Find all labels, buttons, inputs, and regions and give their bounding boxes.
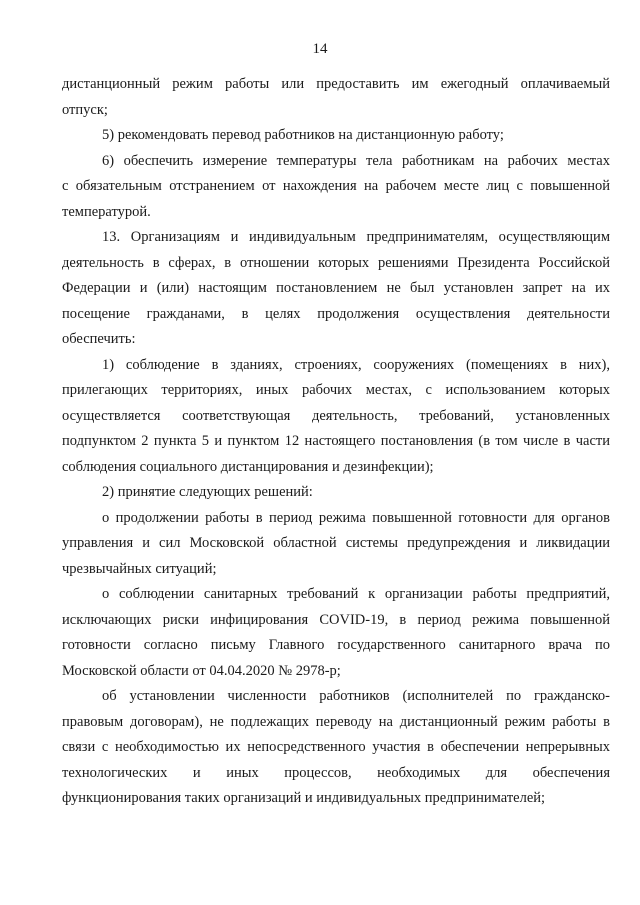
paragraph bbox=[62, 123, 610, 149]
paragraph bbox=[62, 480, 610, 506]
text-line: Московской области от 04.04.2020 № 2978-р; bbox=[62, 662, 341, 679]
paragraph bbox=[62, 684, 610, 812]
text-line: с обязательным отстранением от нахождения на рабочем месте лиц с повышенной bbox=[62, 178, 610, 194]
text-line: Федерации и (или) настоящим постановлением не был установлен запрет на их bbox=[62, 280, 610, 296]
text-line: прилегающих территориях, иных рабочих местах, с использованием которых bbox=[62, 382, 610, 398]
paragraph bbox=[62, 149, 610, 226]
text-line: осуществляется соответствующая деятельность, требований, установленных bbox=[62, 407, 610, 424]
text-line: готовности согласно письму Главного государственного санитарного врача по bbox=[62, 637, 610, 653]
paragraph bbox=[62, 72, 610, 123]
text-line: управления и сил Московской областной системы предупреждения и ликвидации bbox=[62, 535, 610, 551]
text-line: 2) принятие следующих решений: bbox=[102, 484, 313, 500]
text-line: технологических и иных процессов, необходимых для обеспечения bbox=[62, 764, 610, 781]
text-line: отпуск; bbox=[62, 101, 108, 118]
paragraph bbox=[62, 225, 610, 353]
text-line: подпунктом 2 пункта 5 и пунктом 12 настоящего постановления (в том числе в части bbox=[62, 433, 610, 449]
text-line: температурой. bbox=[62, 203, 151, 220]
text-line: 5) рекомендовать перевод работников на дистанционную работу; bbox=[102, 127, 504, 143]
text-line: правовым договорам), не подлежащих переводу на дистанционный режим работы в bbox=[62, 713, 610, 730]
text-line: о соблюдении санитарных требований к организации работы предприятий, bbox=[102, 586, 610, 602]
page-number: 14 bbox=[312, 41, 328, 57]
text-line: чрезвычайных ситуаций; bbox=[62, 560, 217, 577]
text-line: соблюдения социального дистанцирования и дезинфекции); bbox=[62, 458, 434, 475]
text-line: 13. Организациям и индивидуальным предпринимателям, осуществляющим bbox=[102, 229, 610, 245]
text-line: об установлении численности работников (исполнителей по гражданско- bbox=[102, 688, 610, 704]
paragraph bbox=[62, 353, 610, 481]
text-line: исключающих риски инфицирования COVID-19, в период режима повышенной bbox=[62, 611, 610, 628]
text-line: дистанционный режим работы или предоставить им ежегодный оплачиваемый bbox=[62, 76, 610, 92]
text-line: деятельность в сферах, в отношении которых решениями Президента Российской bbox=[62, 254, 610, 271]
paragraph bbox=[62, 506, 610, 583]
text-line: посещение гражданами, в целях продолжения осуществления деятельности bbox=[62, 305, 610, 322]
text-line: 6) обеспечить измерение температуры тела работникам на рабочих местах bbox=[102, 152, 610, 169]
text-line: функционирования таких организаций и индивидуальных предпринимателей; bbox=[62, 790, 546, 806]
document-body bbox=[62, 72, 610, 812]
text-line: 1) соблюдение в зданиях, строениях, сооружениях (помещениях в них), bbox=[102, 356, 610, 373]
text-line: связи с необходимостью их непосредственного участия в обеспечении непрерывных bbox=[62, 739, 610, 755]
text-line: о продолжении работы в период режима повышенной готовности для органов bbox=[102, 509, 610, 526]
text-line: обеспечить: bbox=[62, 331, 136, 347]
paragraph bbox=[62, 582, 610, 684]
